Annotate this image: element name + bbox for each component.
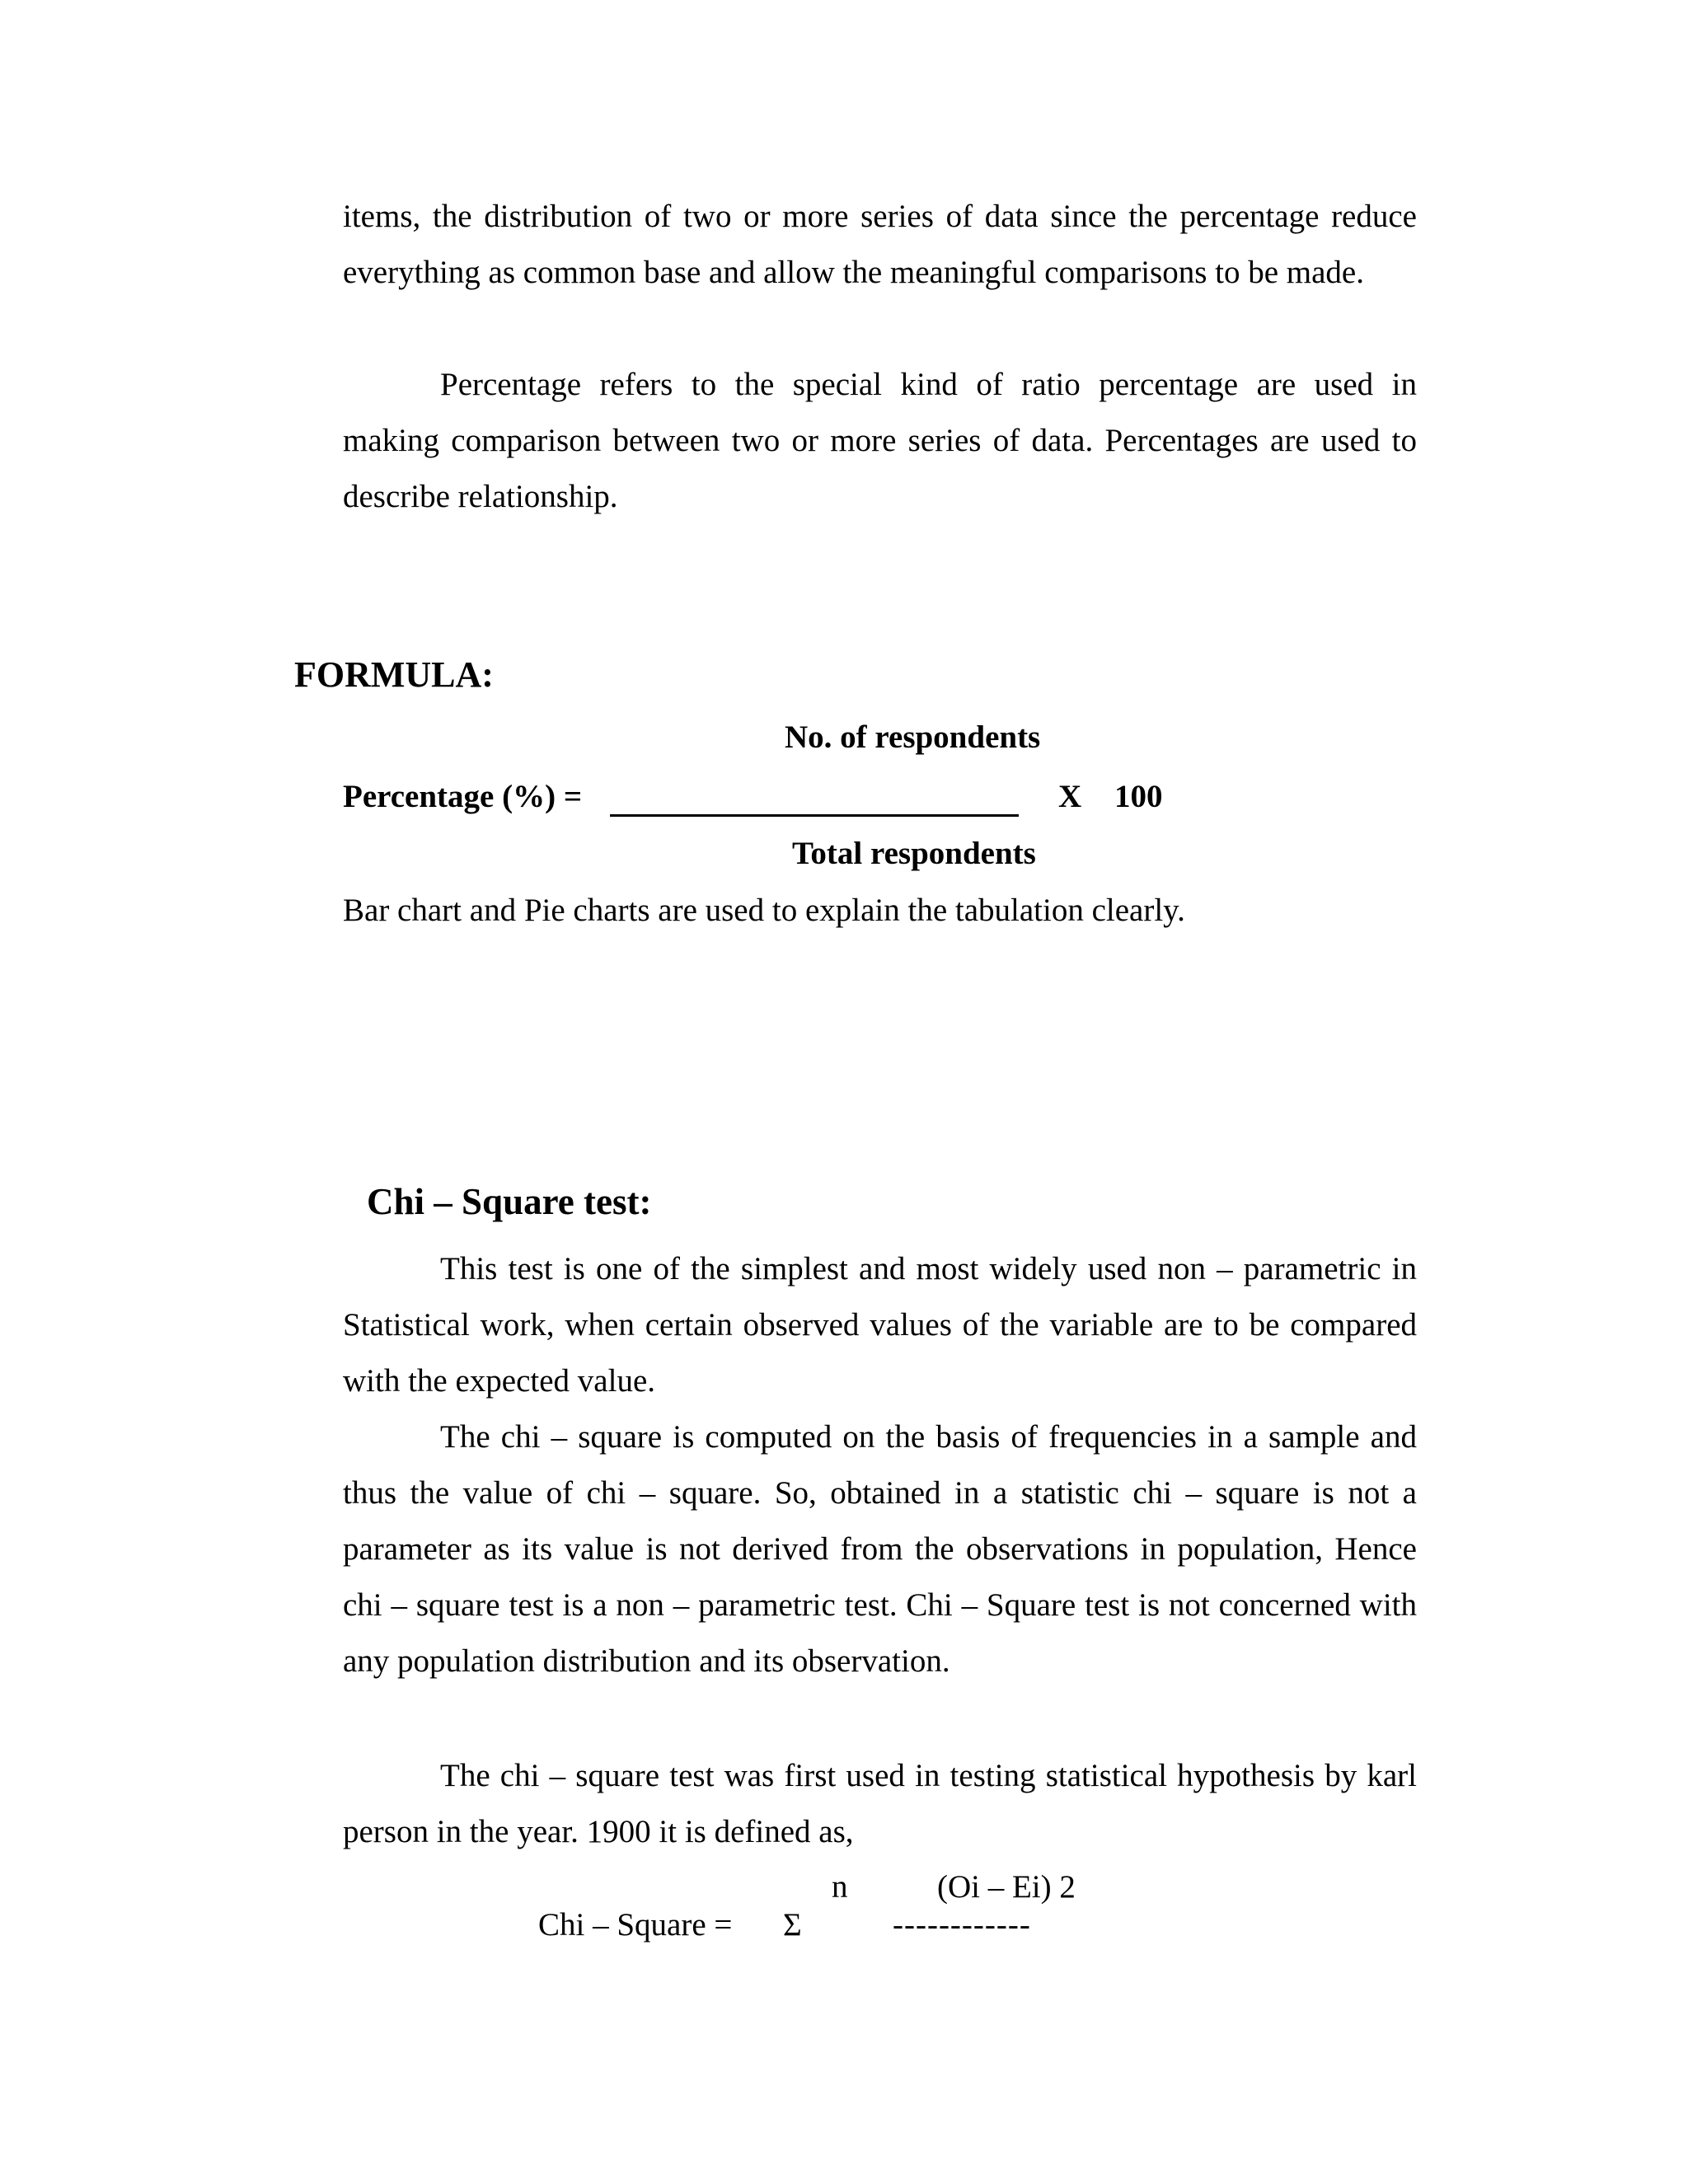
paragraph-intro [343,189,1417,301]
chi-formula-numerator: (Oi – Ei) 2 [937,1869,1076,1905]
paragraph-line: The chi – square is computed on the basis of frequencies in a sample and [440,1419,1417,1455]
paragraph-chi-square-intro [343,1241,1417,1409]
paragraph-chi-square-history [343,1748,1417,1860]
paragraph-line: The chi – square test was first used in testing statistical hypothesis by karl [440,1758,1417,1793]
paragraph-line: with the expected value. [343,1363,656,1399]
chi-formula-upper-limit: n [832,1869,848,1905]
paragraph-line: thus the value of chi – square. So, obtained in a statistic chi – square is not a [343,1475,1417,1511]
paragraph-line: person in the year. 1900 it is defined as, [343,1814,854,1849]
paragraph-percentage-definition [343,357,1417,525]
formula-numerator: No. of respondents [785,719,1041,755]
chi-formula-lhs: Chi – Square = [538,1907,733,1943]
formula-fraction-bar [610,814,1019,817]
formula-denominator: Total respondents [792,836,1036,871]
chi-square-heading: Chi – Square test: [367,1181,652,1222]
paragraph-line: Percentage refers to the special kind of ratio percentage are used in [440,367,1417,402]
paragraph-line: everything as common base and allow the meaningful comparisons to be made. [343,255,1364,290]
formula-multiplier-symbol: X [1058,779,1082,814]
paragraph-line: making comparison between two or more series of data. Percentages are used to [343,423,1417,458]
paragraph-line: describe relationship. [343,479,618,514]
chart-note: Bar chart and Pie charts are used to explain the tabulation clearly. [343,893,1185,928]
paragraph-line: Statistical work, when certain observed values of the variable are to be compared [343,1307,1417,1343]
paragraph-line: items, the distribution of two or more series of data since the percentage reduce [343,199,1417,234]
formula-multiplier-value: 100 [1114,779,1163,814]
paragraph-chi-square-computation [343,1409,1417,1690]
paragraph-line: parameter as its value is not derived from the observations in population, Hence [343,1531,1417,1567]
paragraph-line: chi – square test is a non – parametric test. Chi – Square test is not concerned with [343,1587,1417,1623]
sigma-symbol: Σ [783,1907,802,1943]
formula-heading: FORMULA: [294,654,494,695]
paragraph-line: This test is one of the simplest and most widely used non – parametric in [440,1251,1417,1286]
chi-formula-fraction-bar: ------------ [893,1907,1031,1943]
paragraph-line: any population distribution and its observation. [343,1643,950,1679]
formula-lhs: Percentage (%) = [343,779,583,814]
